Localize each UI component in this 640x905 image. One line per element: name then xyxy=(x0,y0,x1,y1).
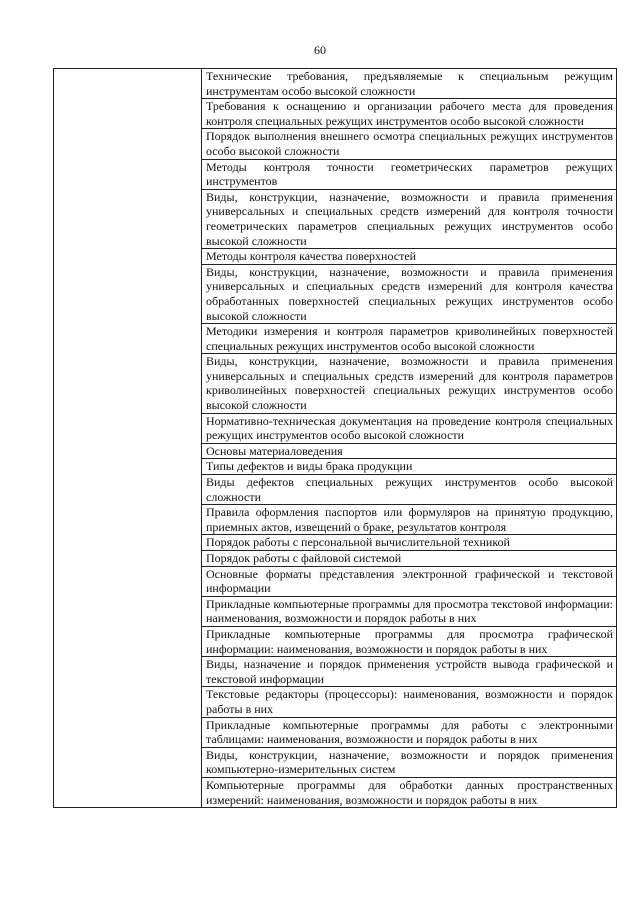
requirement-cell: Основные форматы представления электронной графической и текстовой информации xyxy=(202,566,617,596)
requirement-cell: Порядок работы с файловой системой xyxy=(202,551,617,567)
requirement-cell: Виды, конструкции, назначение, возможности и порядок применения компьютерно-измерительных систем xyxy=(202,747,617,777)
requirement-cell: Методы контроля точности геометрических параметров режущих инструментов xyxy=(202,159,617,189)
requirement-cell: Порядок выполнения внешнего осмотра специальных режущих инструментов особо высокой сложности xyxy=(202,129,617,159)
requirement-cell: Прикладные компьютерные программы для просмотра графической информации: наименования, возможности и порядок работы в них xyxy=(202,626,617,656)
requirement-cell: Текстовые редакторы (процессоры): наименования, возможности и порядок работы в них xyxy=(202,687,617,717)
requirement-cell: Нормативно-техническая документация на проведение контроля специальных режущих инструментов особо высокой сложности xyxy=(202,413,617,443)
requirement-cell: Виды, назначение и порядок применения устройств вывода графической и текстовой информации xyxy=(202,657,617,687)
section-label-cell xyxy=(54,69,202,808)
requirement-cell: Прикладные компьютерные программы для работы с электронными таблицами: наименования, возможности и порядок работы в них xyxy=(202,717,617,747)
table-row xyxy=(54,69,617,99)
requirement-cell: Компьютерные программы для обработки данных пространственных измерений: наименования, возможности и порядок работы в них xyxy=(202,777,617,807)
requirement-cell: Типы дефектов и виды брака продукции xyxy=(202,459,617,475)
page-number: 60 xyxy=(314,43,326,57)
requirement-cell: Виды, конструкции, назначение, возможности и правила применения универсальных и специальных средств измерений для контроля точности геометрических параметров специальных режущих инструментов особо высокой сложности xyxy=(202,189,617,248)
requirement-cell: Требования к оснащению и организации рабочего места для проведения контроля специальных режущих инструментов особо высокой сложности xyxy=(202,99,617,129)
requirements-table xyxy=(53,68,617,808)
requirement-cell: Технические требования, предъявляемые к специальным режущим инструментам особо высокой сложности xyxy=(202,69,617,99)
requirement-cell: Основы материаловедения xyxy=(202,443,617,459)
requirement-cell: Виды дефектов специальных режущих инструментов особо высокой сложности xyxy=(202,475,617,505)
requirements-table-body xyxy=(54,69,617,808)
requirement-cell: Методики измерения и контроля параметров криволинейных поверхностей специальных режущих инструментов особо высокой сложности xyxy=(202,324,617,354)
requirement-cell: Правила оформления паспортов или формуляров на принятую продукцию, приемных актов, извещений о браке, результатов контроля xyxy=(202,505,617,535)
requirement-cell: Прикладные компьютерные программы для просмотра текстовой информации: наименования, возможности и порядок работы в них xyxy=(202,596,617,626)
requirement-cell: Виды, конструкции, назначение, возможности и правила применения универсальных и специальных средств измерений для контроля качества обработанных поверхностей специальных режущих инструментов особо высокой сложности xyxy=(202,264,617,323)
requirement-cell: Виды, конструкции, назначение, возможности и правила применения универсальных и специальных средств измерений для контроля параметров криволинейных поверхностей специальных режущих инструментов особо высокой сложности xyxy=(202,354,617,413)
requirement-cell: Методы контроля качества поверхностей xyxy=(202,249,617,265)
requirement-cell: Порядок работы с персональной вычислительной техникой xyxy=(202,535,617,551)
